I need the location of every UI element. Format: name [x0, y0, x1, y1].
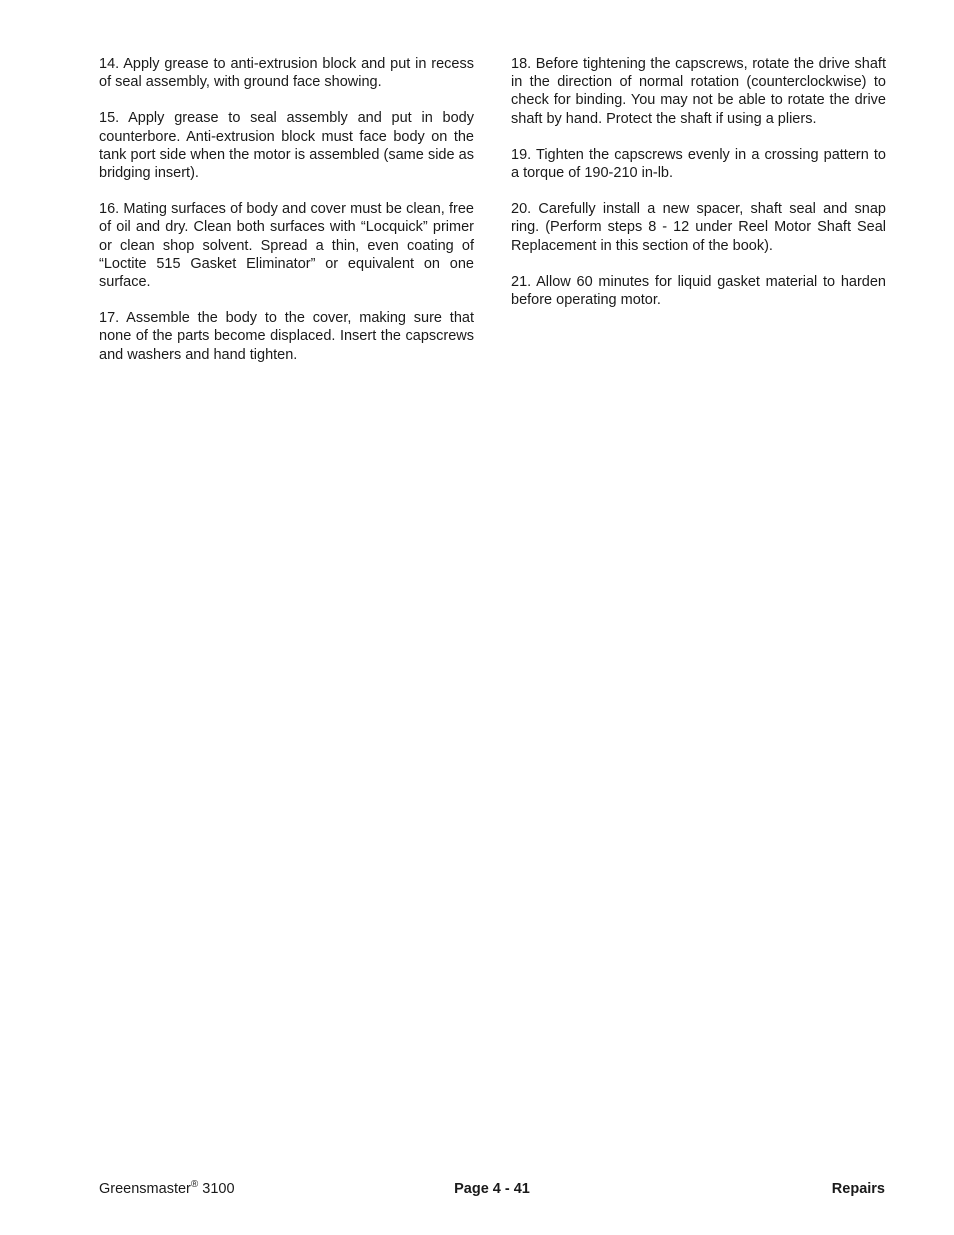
right-column	[511, 55, 886, 327]
footer-trademark: ®	[190, 1179, 199, 1190]
footer-section: Repairs	[831, 1181, 885, 1197]
footer-product	[99, 1180, 235, 1198]
footer-product-name: Greensmaster	[99, 1181, 191, 1197]
step-17: 17. Assemble the body to the cover, making sure that none of the parts become displaced. Insert the capscrews and washers and hand tighten.	[99, 310, 474, 363]
footer-model: 3100	[198, 1181, 235, 1197]
page-footer	[99, 1180, 885, 1200]
left-column	[99, 55, 474, 382]
footer-page-number: Page 4 - 41	[454, 1181, 530, 1197]
step-15: 15. Apply grease to seal assembly and put in body counterbore. Anti-extrusion block must face body on the tank port side when the motor is assembled (same side as bridging insert).	[99, 110, 474, 182]
step-18: 18. Before tightening the capscrews, rotate the drive shaft in the direction of normal rotation (counterclockwise) to check for binding. You may not be able to rotate the drive shaft by hand. Protect the shaft if using a pliers.	[511, 56, 886, 127]
step-21: 21. Allow 60 minutes for liquid gasket material to harden before operating motor.	[511, 273, 886, 309]
step-19: 19. Tighten the capscrews evenly in a crossing pattern to a torque of 190-210 in-lb.	[511, 146, 886, 182]
step-16: 16. Mating surfaces of body and cover must be clean, free of oil and dry. Clean both surfaces with “Locquick” primer or clean shop solvent. Spread a thin, even coating of “Loctite 515 Gasket Eliminator” or equivalent on one surface.	[99, 201, 474, 291]
step-14: 14. Apply grease to anti-extrusion block and put in recess of seal assembly, with ground face showing.	[99, 56, 474, 91]
step-20: 20. Carefully install a new spacer, shaft seal and snap ring. (Perform steps 8 - 12 under Reel Motor Shaft Seal Replacement in this section of the book).	[511, 201, 886, 254]
